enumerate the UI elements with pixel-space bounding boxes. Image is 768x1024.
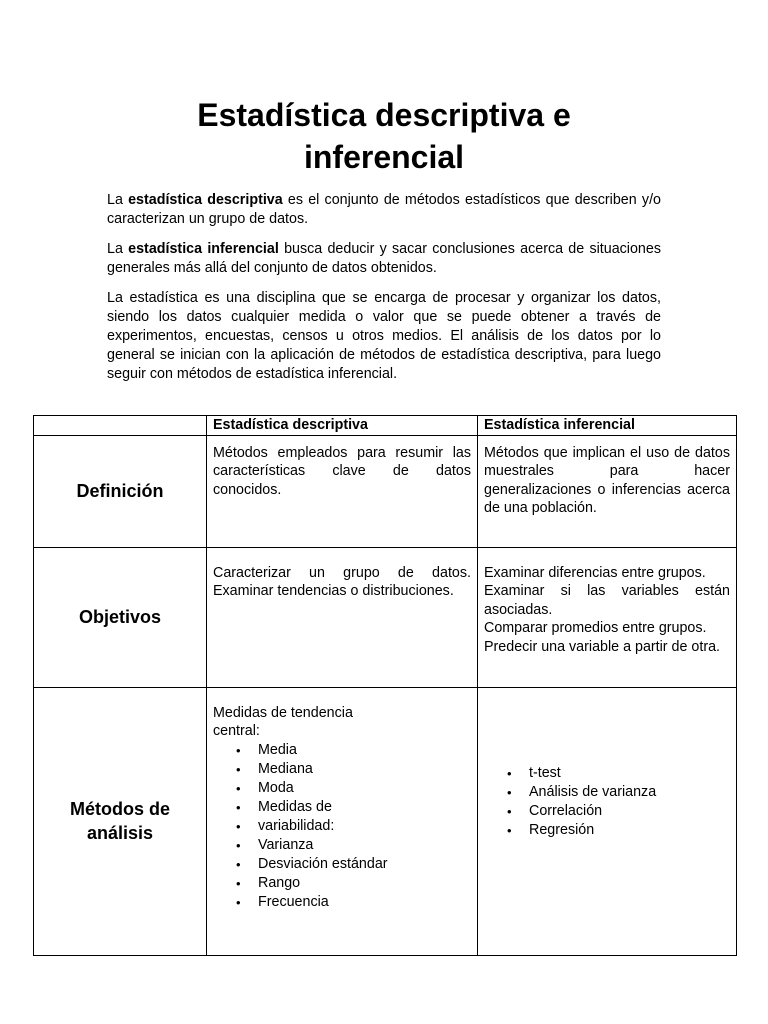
title-line-1: Estadística descriptiva e (197, 97, 571, 133)
objetivo-inferencial-line: Predecir una variable a partir de otra. (484, 638, 721, 655)
cell-definicion-descriptiva: Métodos empleados para resumir las características clave de datos conocidos. (207, 435, 478, 547)
term-inferencial: estadística inferencial (128, 241, 279, 257)
row-label-definicion: Definición (34, 435, 207, 547)
p1-post: es el conjunto de métodos estadísticos que describen y/o caracterizan un grupo de datos. (107, 192, 661, 227)
header-inferencial: Estadística inferencial (478, 416, 737, 436)
row-label-metodos-line-2: análisis (86, 823, 154, 843)
list-item: • Regresión (507, 822, 595, 838)
objetivo-inferencial-line: Comparar promedios entre grupos. (484, 620, 707, 636)
bullet-icon: • (507, 823, 512, 838)
bullet-icon: • (507, 785, 512, 800)
list-item: • variabilidad: (236, 817, 335, 834)
title-line-2: inferencial (303, 139, 465, 175)
objetivo-inferencial-line: Examinar si las variables están asociadas. (484, 583, 730, 618)
header-descriptiva: Estadística descriptiva (207, 416, 478, 436)
bullet-icon: • (236, 780, 241, 796)
bullet-icon: • (236, 875, 241, 891)
list-item: • Desviación estándar (236, 855, 388, 872)
list-item: • Frecuencia (236, 893, 329, 910)
table-row-metodos (34, 687, 737, 955)
table-row-objetivos (34, 547, 737, 687)
metodos-inferencial-list (484, 764, 730, 840)
header-empty (34, 416, 207, 436)
cell-objetivos-descriptiva: Caracterizar un grupo de datos. Examinar tendencias o distribuciones. (207, 547, 478, 687)
list-item: • Mediana (236, 760, 313, 777)
comparison-table (33, 415, 737, 956)
bullet-icon: • (236, 818, 241, 834)
p2-post: busca deducir y sacar conclusiones acerca de situaciones generales más allá del conjunto de datos obtenidos. (107, 241, 661, 276)
table-header-row (34, 416, 737, 436)
p2-pre: La (107, 241, 129, 257)
list-item: • Media (236, 741, 297, 758)
bullet-icon: • (236, 742, 241, 758)
objetivo-inferencial-line: Examinar diferencias entre grupos. (484, 564, 706, 581)
p1-pre: La (107, 192, 129, 208)
intro-paragraph-descriptiva (107, 191, 661, 229)
bullet-icon: • (236, 799, 241, 815)
cell-objetivos-inferencial (478, 547, 737, 687)
list-item: • Varianza (236, 836, 314, 853)
table-row-definicion (34, 435, 737, 547)
intro-paragraph-general: La estadística es una disciplina que se encarga de procesar y organizar los datos, siendo los datos cualquier medida o valor que se puede obtener a través de experimentos, encuestas, censos u otros medios. El análisis de los datos por lo general se inician con la aplicación de métodos de estadística descriptiva, para luego seguir con métodos de estadística inferencial. (107, 290, 661, 382)
cell-metodos-inferencial (478, 687, 737, 955)
document-title (100, 94, 668, 178)
intro-paragraph-inferencial (107, 240, 661, 278)
list-item: • Análisis de varianza (507, 784, 657, 800)
bullet-icon: • (507, 804, 512, 819)
list-item: • Medidas de (236, 798, 332, 815)
cell-definicion-inferencial: Métodos que implican el uso de datos muestrales para hacer generalizaciones o inferencias acerca de una población. (478, 435, 737, 547)
list-item: • t-test (507, 765, 561, 781)
term-descriptiva: estadística descriptiva (128, 192, 283, 208)
bullet-icon: • (236, 761, 241, 777)
cell-metodos-descriptiva (207, 687, 478, 955)
bullet-icon: • (236, 837, 241, 853)
bullet-icon: • (236, 894, 241, 910)
row-label-objetivos: Objetivos (34, 547, 207, 687)
row-label-metodos (34, 687, 207, 955)
metodos-descriptiva-intro: Medidas de tendencia central: (213, 704, 353, 739)
bullet-icon: • (507, 766, 512, 781)
metodos-descriptiva-list (213, 741, 471, 912)
row-label-metodos-line-1: Métodos de (69, 799, 170, 819)
list-item: • Moda (236, 779, 294, 796)
list-item: • Rango (236, 874, 301, 891)
list-item: • Correlación (507, 803, 603, 819)
bullet-icon: • (236, 856, 241, 872)
